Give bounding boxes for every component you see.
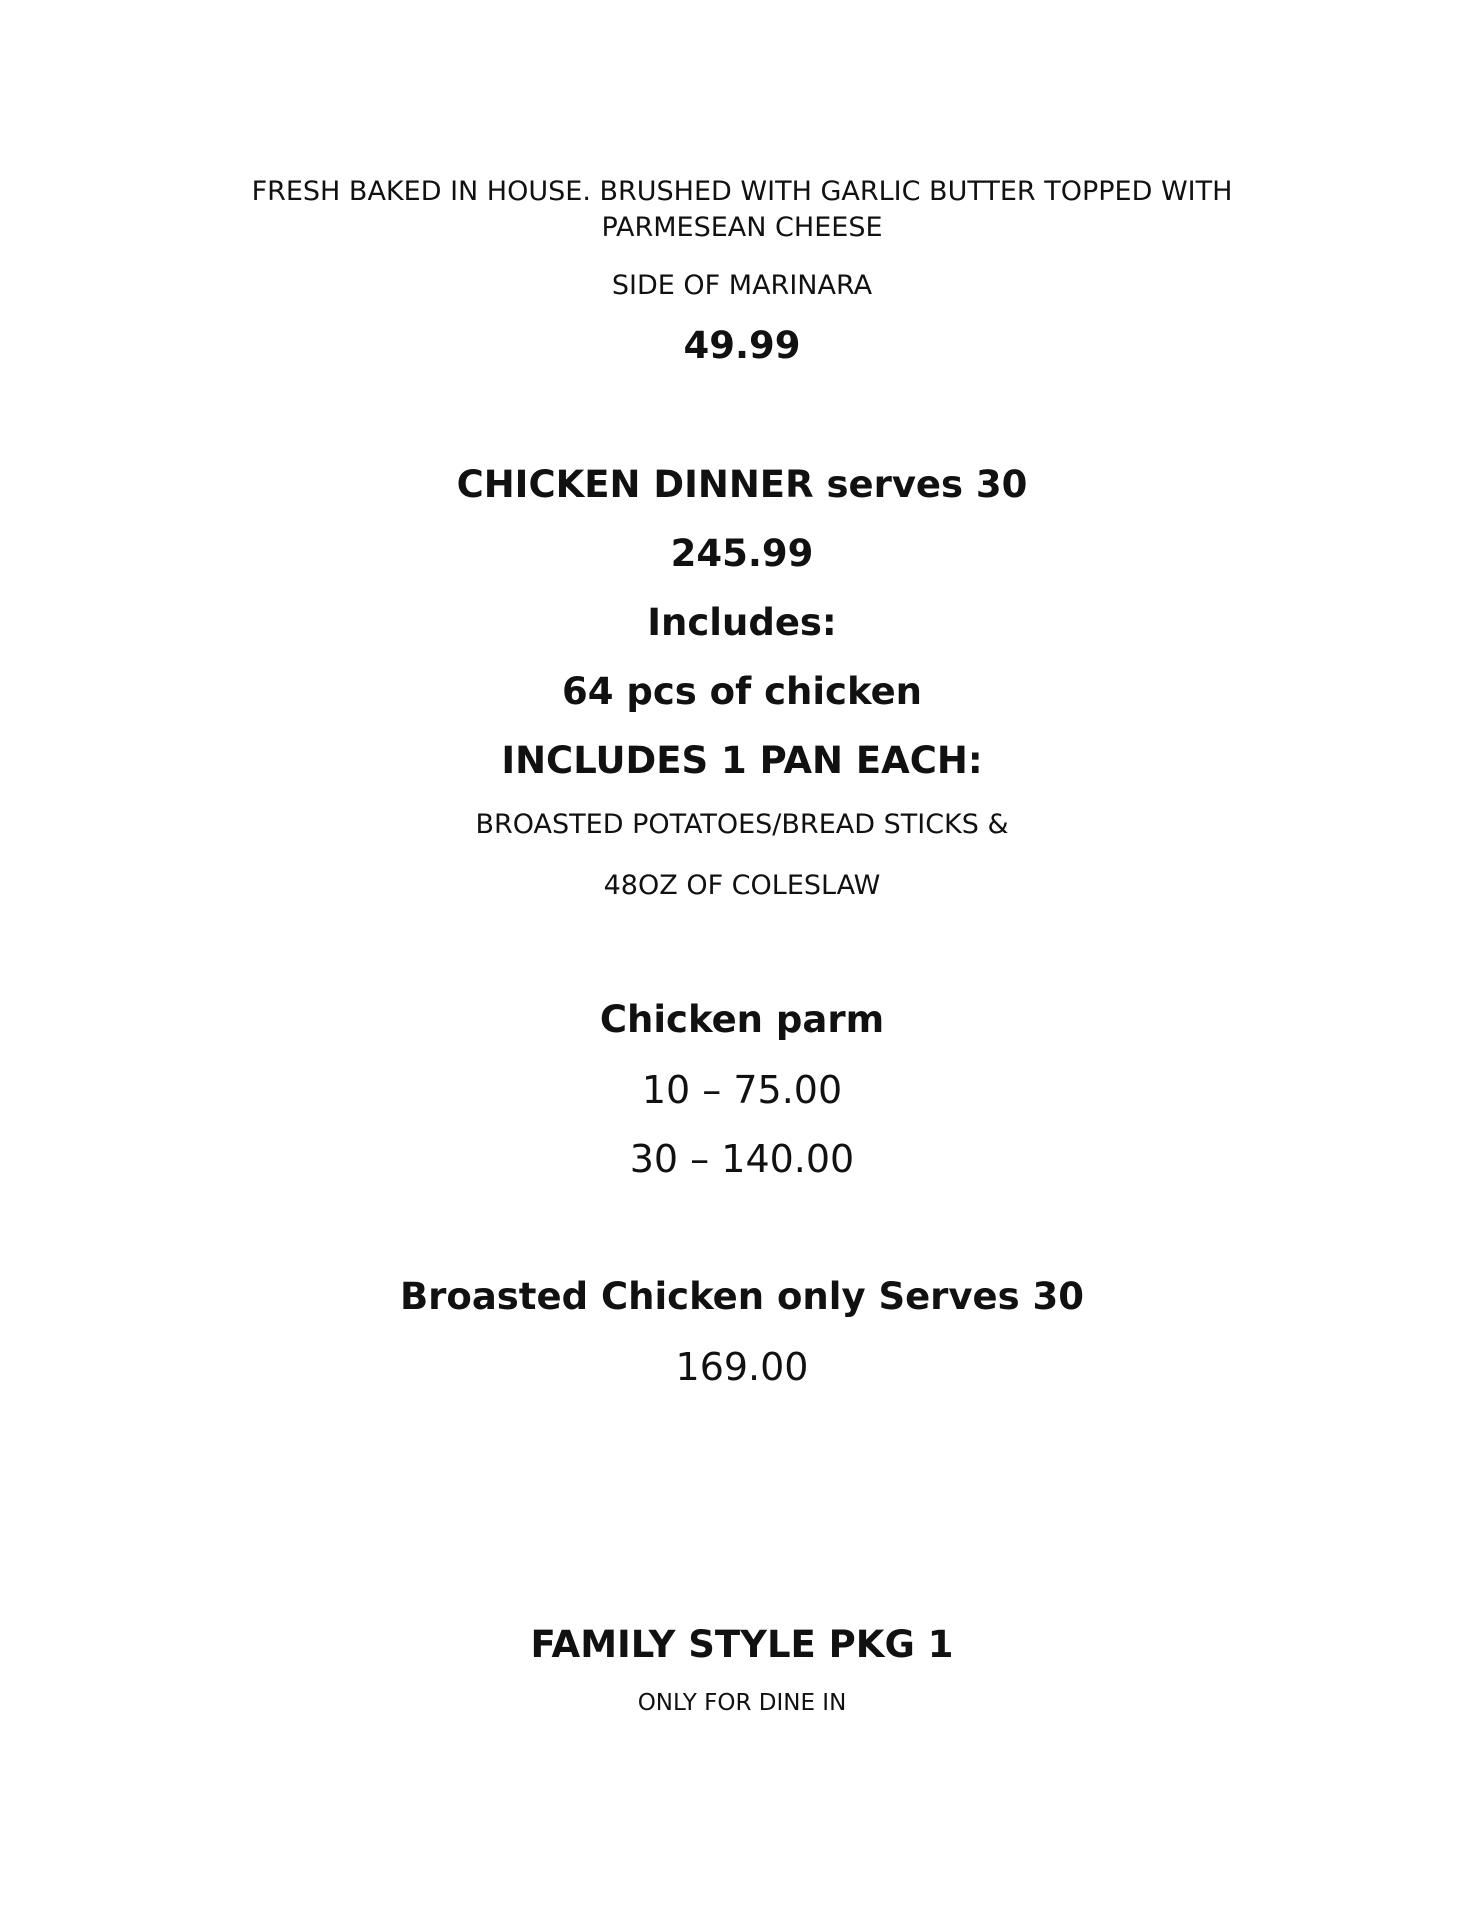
- chicken-parm-option-30: 30 – 140.00: [629, 1137, 855, 1181]
- chicken-dinner-pieces: 64 pcs of chicken: [561, 670, 923, 713]
- family-style-title: FAMILY STYLE PKG 1: [530, 1623, 954, 1666]
- chicken-dinner-price: 245.99: [670, 532, 814, 575]
- chicken-dinner-sides-line2: 48OZ OF COLESLAW: [603, 870, 881, 901]
- broasted-chicken-price: 169.00: [675, 1345, 809, 1389]
- chicken-dinner-pan-label: INCLUDES 1 PAN EACH:: [501, 739, 983, 782]
- chicken-dinner-includes-label: Includes:: [647, 601, 837, 644]
- garlic-bread-description: FRESH BAKED IN HOUSE. BRUSHED WITH GARLIC BUTTER TOPPED WITH PARMESEAN CHEESE: [251, 176, 1233, 243]
- garlic-bread-side: SIDE OF MARINARA: [611, 270, 873, 301]
- chicken-parm-title: Chicken parm: [599, 998, 885, 1041]
- broasted-chicken-title: Broasted Chicken only Serves 30: [399, 1275, 1085, 1318]
- chicken-parm-option-10: 10 – 75.00: [641, 1068, 843, 1112]
- chicken-dinner-title: CHICKEN DINNER serves 30: [456, 463, 1028, 506]
- family-style-note: ONLY FOR DINE IN: [637, 1690, 847, 1716]
- garlic-bread-price: 49.99: [683, 324, 801, 367]
- chicken-dinner-sides-line1: BROASTED POTATOES/BREAD STICKS &: [475, 809, 1009, 840]
